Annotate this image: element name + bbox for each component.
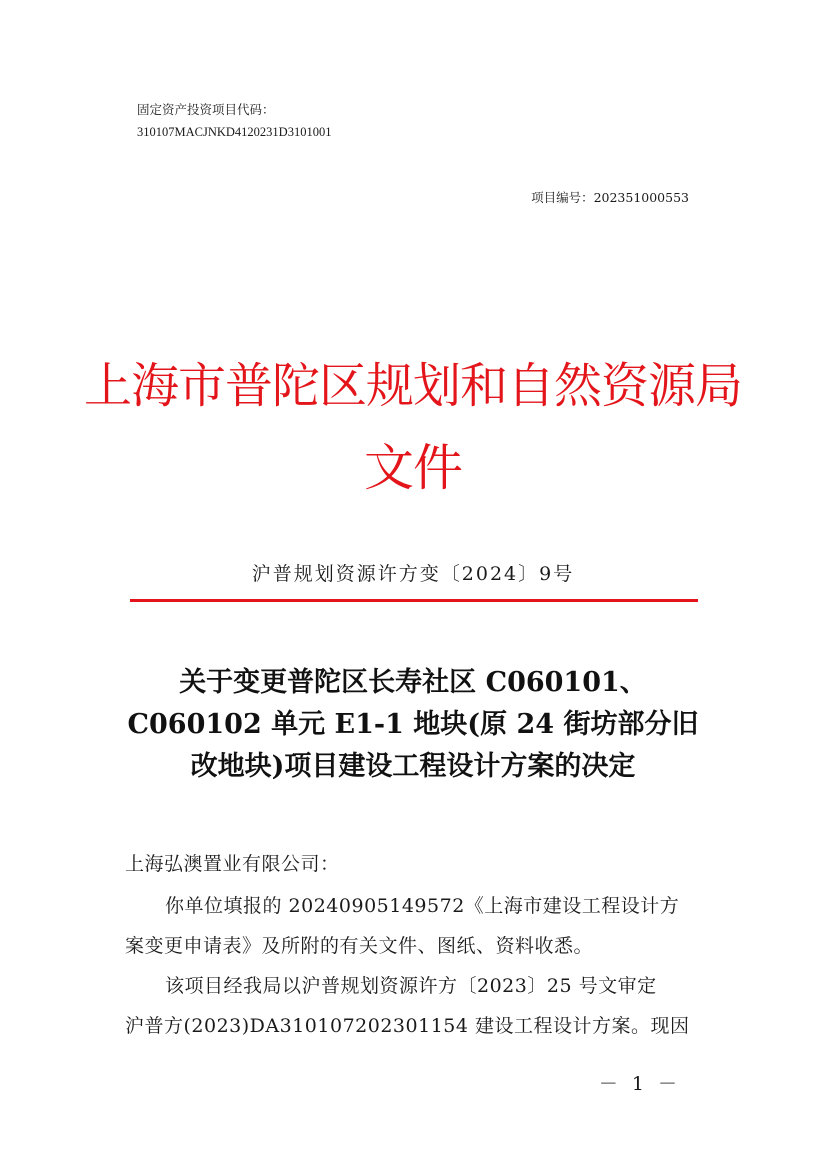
- investment-code-label: 固定资产投资项目代码：: [137, 102, 275, 117]
- investment-code-value: 310107MACJNKD4120231D3101001: [137, 125, 332, 139]
- body-paragraph-line: 沪普方(2023)DA310107202301154 建设工程设计方案。现因: [125, 1015, 690, 1037]
- document-title-line: C060102 单元 E1-1 地块(原 24 街坊部分旧: [127, 709, 699, 740]
- red-divider-line: [130, 599, 698, 602]
- addressee: 上海弘澳置业有限公司：: [125, 853, 340, 875]
- document-title-line: 关于变更普陀区长寿社区 C060101、: [179, 667, 647, 698]
- masthead-document-word: 文件: [364, 439, 462, 497]
- body-paragraph-line: 该项目经我局以沪普规划资源许方〔2023〕25 号文审定: [165, 975, 657, 997]
- page-number: － 1 －: [598, 1073, 681, 1095]
- body-paragraph-line: 你单位填报的 20240905149572《上海市建设工程设计方: [165, 895, 680, 917]
- project-number: 项目编号：202351000553: [531, 190, 689, 205]
- document-title: [110, 662, 716, 788]
- body-paragraph-line: 案变更申请表》及所附的有关文件、图纸、资料收悉。: [125, 935, 594, 957]
- document-title-line: 改地块)项目建设工程设计方案的决定: [190, 751, 636, 782]
- document-number: 沪普规划资源许方变〔2024〕9号: [251, 563, 575, 585]
- masthead-issuer: 上海市普陀区规划和自然资源局: [83, 358, 742, 414]
